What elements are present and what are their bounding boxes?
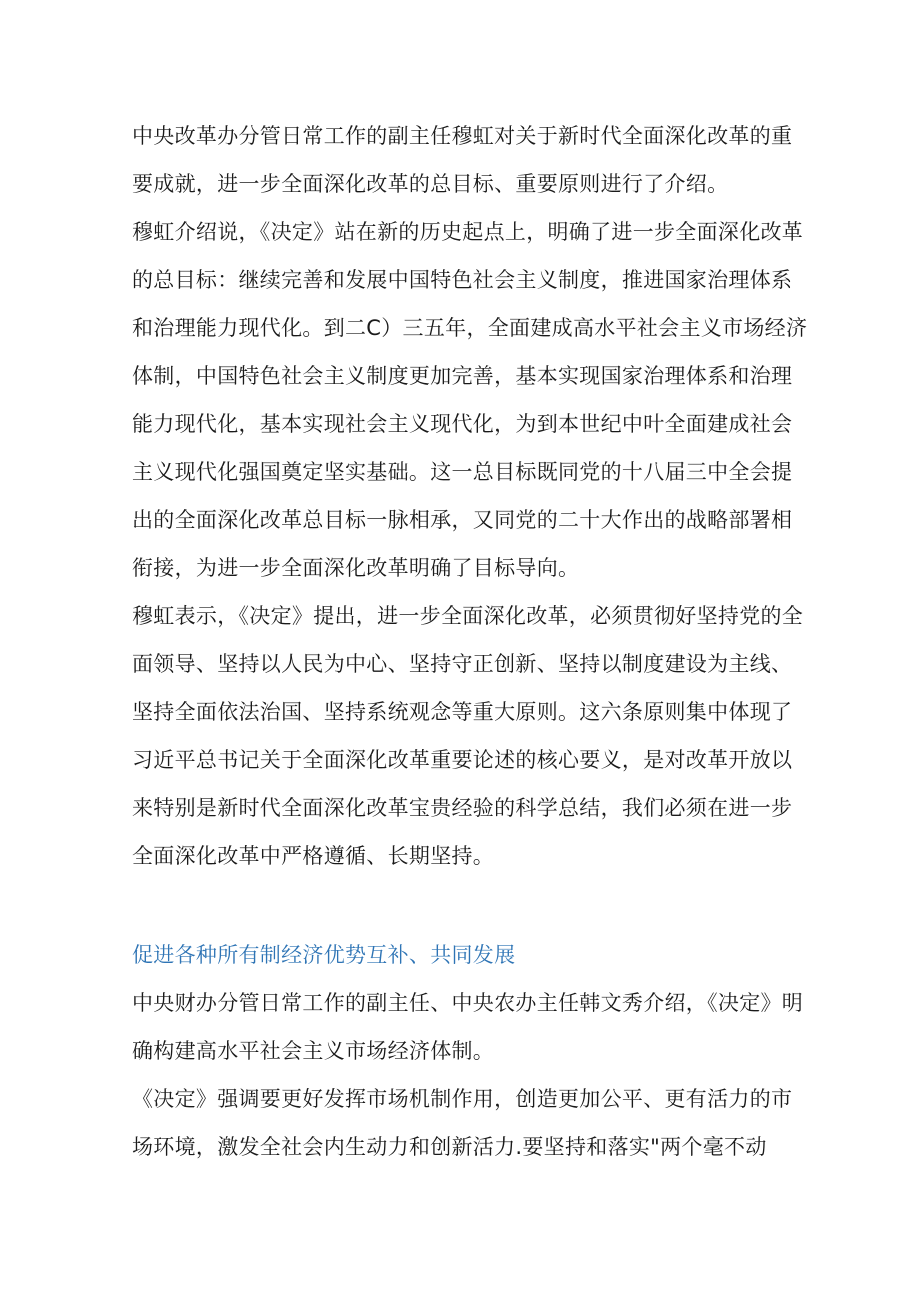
paragraph-market-economy: 中央财办分管日常工作的副主任、中央农办主任韩文秀介绍，《决定》明确构建高水平社会主义市场经济体制。 xyxy=(132,991,804,1063)
article-section-1 xyxy=(132,112,812,880)
paragraph-principles: 穆虹表示，《决定》提出，进一步全面深化改革，必须贯彻好坚持党的全面领导、坚持以人民为中心、坚持守正创新、坚持以制度建设为主线、坚持全面依法治国、坚持系统观念等重大原则。这六条原则集中体现了习近平总书记关于全面深化改革重要论述的核心要义，是对改革开放以来特别是新时代全面深化改革宝贵经验的科学总结，我们必须在进一步全面深化改革中严格遵循、长期坚持。 xyxy=(132,604,804,868)
paragraph-intro: 中央改革办分管日常工作的副主任穆虹对关于新时代全面深化改革的重要成就，进一步全面深化改革的总目标、重要原则进行了介绍。 xyxy=(132,124,793,196)
article-section-2 xyxy=(132,979,812,1171)
paragraph-goals: 穆虹介绍说，《决定》站在新的历史起点上，明确了进一步全面深化改革的总目标：继续完善和发展中国特色社会主义制度，推进国家治理体系和治理能力现代化。到二C）三五年，全面建成高水平社会主义市场经济体制，中国特色社会主义制度更加完善，基本实现国家治理体系和治理能力现代化，基本实现社会主义现代化，为到本世纪中叶全面建成社会主义现代化强国奠定坚实基础。这一总目标既同党的十八届三中全会提出的全面深化改革总目标一脉相承，又同党的二十大作出的战略部署相衔接，为进一步全面深化改革明确了目标导向。 xyxy=(132,220,808,580)
paragraph-market-mechanism: 《决定》强调要更好发挥市场机制作用，创造更加公平、更有活力的市场环境，激发全社会内生动力和创新活力.要坚持和落实"两个毫不动 xyxy=(132,1087,793,1159)
section-heading: 促进各种所有制经济优势互补、共同发展 xyxy=(132,943,516,967)
